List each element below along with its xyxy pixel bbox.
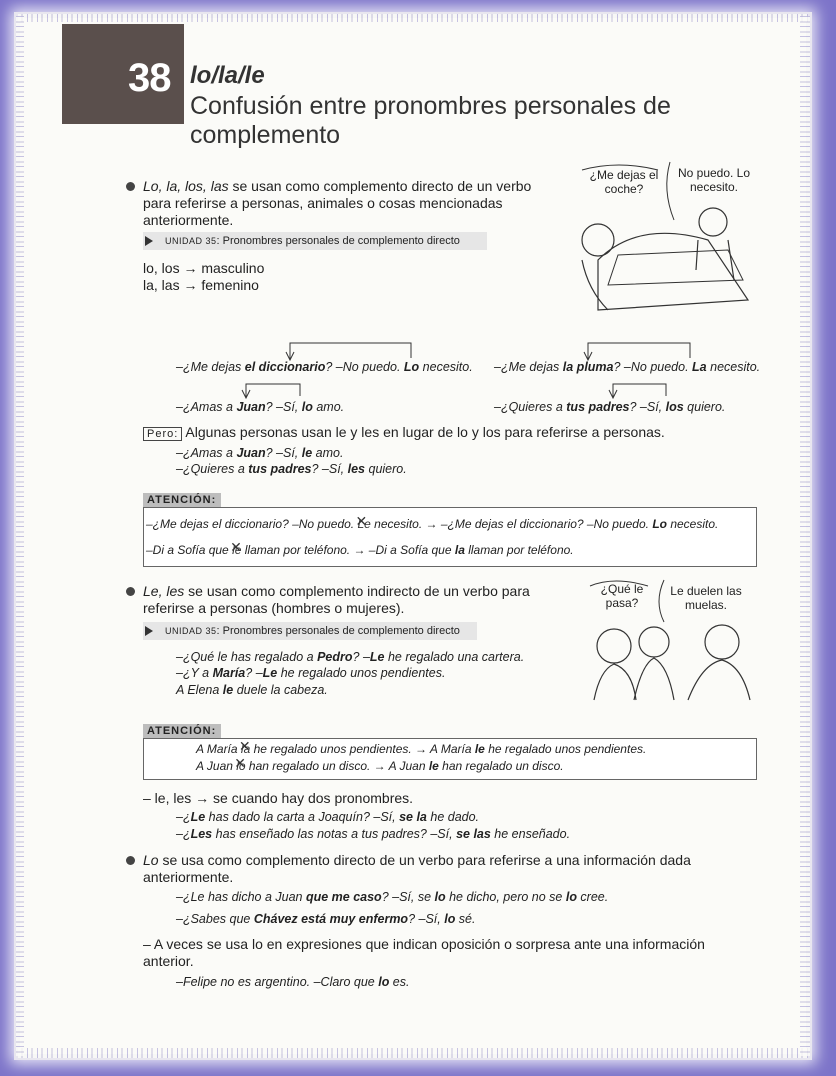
s2-example-2: –¿Y a María? –Le he regalado unos pendientes. <box>176 666 446 680</box>
atencion-label-2: ATENCIÓN: <box>143 724 221 738</box>
s3-example-2: –¿Les has enseñado las notas a tus padres? –Sí, se las he enseñado. <box>176 827 571 841</box>
pero-example-1: –¿Amas a Juan? –Sí, le amo. <box>176 446 344 460</box>
speech-bubble-1: ¿Me dejas el coche? <box>589 168 659 196</box>
speech-bubble-2: No puedo. Lo necesito. <box>677 166 751 194</box>
bullet <box>126 856 135 865</box>
torn-edge-bottom <box>18 1048 808 1058</box>
bullet <box>126 587 135 596</box>
torn-edge-right <box>800 16 810 1056</box>
example-diccionario: –¿Me dejas el diccionario? –No puedo. Lo necesito. <box>176 360 473 374</box>
bullet <box>126 182 135 191</box>
atencion2-row-1: A María la ✕ he regalado unos pendientes. → A María le he regalado unos pendientes. <box>196 742 646 756</box>
atencion-box-1 <box>143 507 757 567</box>
atencion1-row-2: –Di a Sofía que le ✕ llaman por teléfono. → –Di a Sofía que la llaman por teléfono. <box>146 543 574 557</box>
arrow-icon <box>145 236 153 246</box>
example-padres: –¿Quieres a tus padres? –Sí, los quiero. <box>494 400 726 414</box>
s4-example-2: –¿Sabes que Chávez está muy enfermo? –Sí, lo sé. <box>176 912 476 926</box>
torn-edge-top <box>18 14 808 22</box>
pero-label: Pero: <box>143 427 182 441</box>
cross-reference-1[interactable]: UNIDAD 35: Pronombres personales de complemento directo <box>143 232 487 250</box>
unit-number: 38 <box>128 56 171 100</box>
example-pluma: –¿Me dejas la pluma? –No puedo. La necesito. <box>494 360 761 374</box>
s4-example-3: –Felipe no es argentino. –Claro que lo es. <box>176 975 410 989</box>
rule-text-4: Lo se usa como complemento directo de un verbo para referirse a una información dada anteriormente. <box>143 852 691 885</box>
s3-example-1: –¿Le has dado la carta a Joaquín? –Sí, se la he dado. <box>176 810 480 824</box>
se-rule: – le, les → se cuando hay dos pronombres. <box>143 790 414 806</box>
unit-title: lo/la/le <box>190 62 265 89</box>
atencion1-row-1: –¿Me dejas el diccionario? –No puedo. Le ✕ necesito. → –¿Me dejas el diccionario? –No puedo. Lo necesito. <box>146 517 718 531</box>
s2-example-3: A Elena le duele la cabeza. <box>176 683 328 697</box>
masculine-line: lo, los → masculino <box>143 260 265 276</box>
cross-reference-2[interactable]: UNIDAD 35: Pronombres personales de complemento directo <box>143 622 477 640</box>
atencion-label-1: ATENCIÓN: <box>143 493 221 507</box>
rule-text-1: Lo, la, los, las se usan como complemento directo de un verbo para referirse a personas, animales o cosas mencionadas anteriormente. <box>143 178 532 228</box>
atencion2-row-2: A Juan lo ✕ han regalado un disco. → A Juan le han regalado un disco. <box>196 759 564 773</box>
s4-example-1: –¿Le has dicho a Juan que me caso? –Sí, se lo he dicho, pero no se lo cree. <box>176 890 609 904</box>
torn-edge-left <box>16 16 24 1056</box>
unit-subtitle: Confusión entre pronombres personales de complemento <box>190 92 671 149</box>
feminine-line: la, las → femenino <box>143 277 259 293</box>
rule-text-2: Le, les se usan como complemento indirecto de un verbo para referirse a personas (hombres o mujeres). <box>143 583 530 616</box>
opposition-rule: – A veces se usa lo en expresiones que indican oposición o sorpresa ante una información anterior. <box>143 936 705 969</box>
pero-note: Pero: Algunas personas usan le y les en lugar de lo y los para referirse a personas. <box>143 424 763 443</box>
arrow-icon <box>145 626 153 636</box>
speech-bubble-3: ¿Qué le pasa? <box>600 582 644 610</box>
s2-example-1: –¿Qué le has regalado a Pedro? –Le he regalado una cartera. <box>176 650 525 664</box>
speech-bubble-4: Le duelen las muelas. <box>670 584 742 612</box>
pero-example-2: –¿Quieres a tus padres? –Sí, les quiero. <box>176 462 407 476</box>
example-juan: –¿Amas a Juan? –Sí, lo amo. <box>176 400 345 414</box>
